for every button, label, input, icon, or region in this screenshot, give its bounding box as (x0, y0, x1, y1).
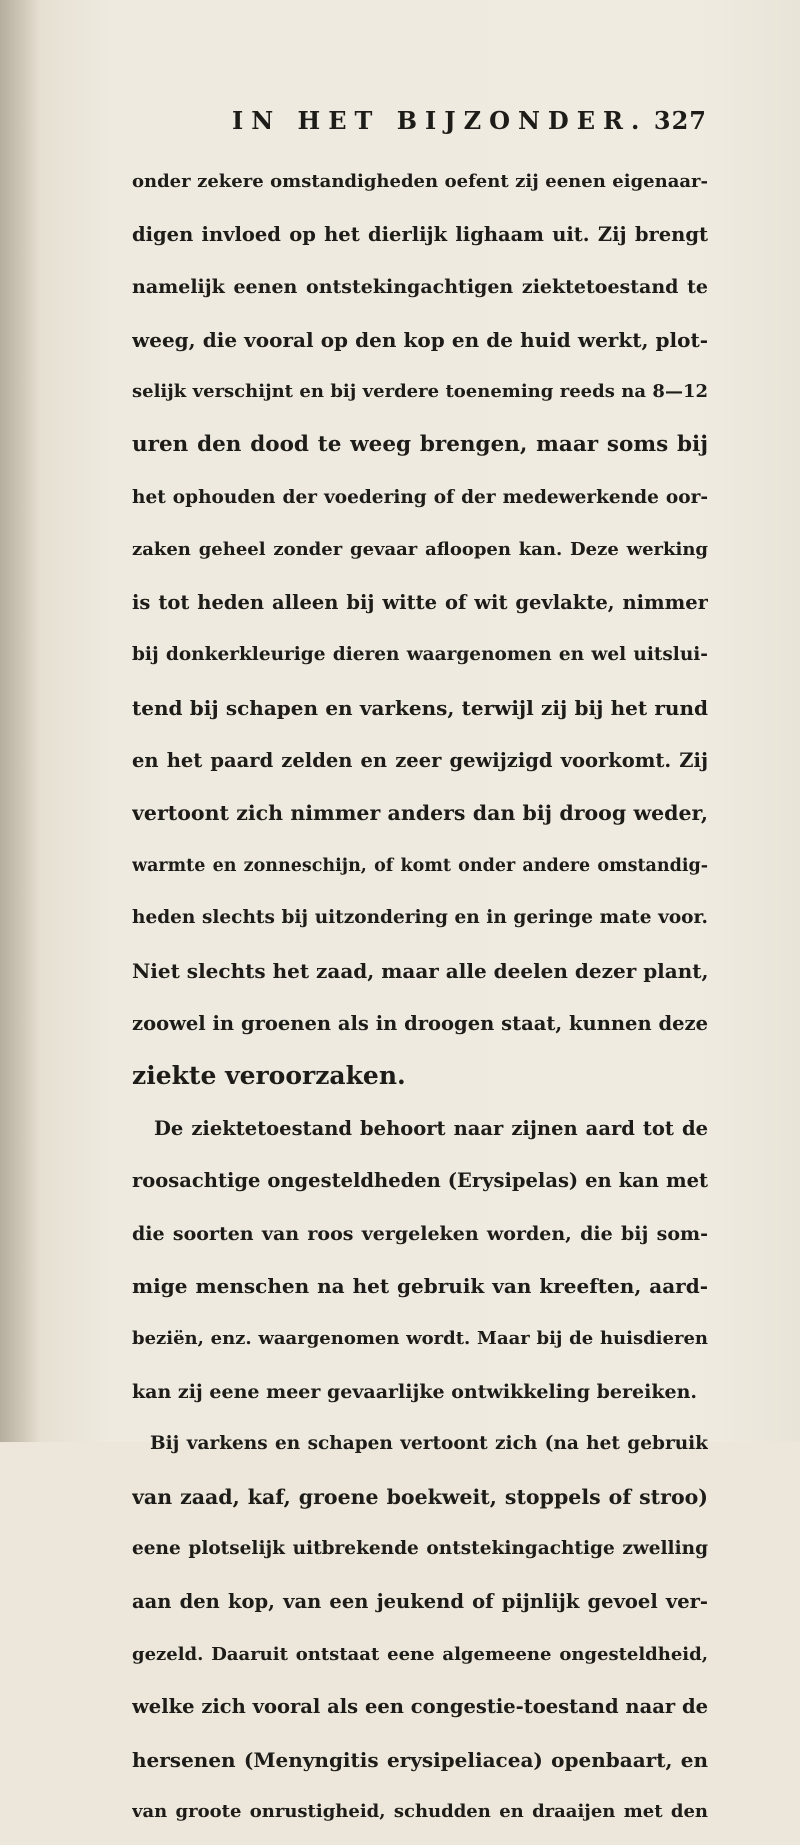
page-number: 327 (653, 106, 707, 135)
text-line: vertoont zich nimmer anders dan bij droog weder, (132, 801, 708, 826)
text-line: die soorten van roos vergeleken worden, die bij som- (132, 1222, 708, 1245)
text-line: selijk verschijnt en bij verdere toeneming reeds na 8—12 (132, 381, 708, 403)
text-line: Niet slechts het zaad, maar alle deelen dezer plant, (132, 958, 708, 983)
body-text (132, 162, 708, 1845)
running-title: IN HET BIJZONDER. (232, 106, 648, 135)
text-line: het ophouden der voedering of der medewerkende oor- (132, 486, 708, 508)
text-line: digen invloed op het dierlijk lighaam uit. Zij brengt (132, 222, 708, 246)
text-line: bij donkerkleurige dieren waargenomen en wel uitslui- (132, 644, 708, 666)
text-line: namelijk eenen ontstekingachtigen ziektetoestand te (132, 276, 708, 299)
text-line: mige menschen na het gebruik van kreeften, aard- (132, 1274, 708, 1299)
spine-shadow (0, 0, 40, 1442)
text-line: van groote onrustigheid, schudden en draaijen met den (132, 1801, 708, 1823)
text-line: tend bij schapen en varkens, terwijl zij bij het rund (132, 695, 708, 720)
text-line: hersenen (Menyngitis erysipeliacea) openbaart, en (132, 1747, 708, 1772)
text-line: onder zekere omstandigheden oefent zij eenen eigenaar- (132, 171, 708, 192)
text-line: van zaad, kaf, groene boekweit, stoppels of stroo) (132, 1484, 708, 1509)
text-line: eene plotselijk uitbrekende ontstekingachtige zwelling (132, 1538, 708, 1560)
text-line: zoowel in groenen als in droogen staat, kunnen deze (132, 1011, 708, 1035)
text-line: uren den dood te weeg brengen, maar soms bij (132, 431, 708, 457)
text-line: is tot heden alleen bij witte of wit gevlakte, nimmer (132, 590, 708, 614)
paragraph-start-line: Bij varkens en schapen vertoont zich (na het gebruik (150, 1433, 708, 1455)
text-line: gezeld. Daaruit ontstaat eene algemeene ongesteldheid, (132, 1643, 708, 1665)
text-line: en het paard zelden en zeer gewijzigd voorkomt. Zij (132, 748, 708, 772)
text-line: weeg, die vooral op den kop en de huid werkt, plot- (132, 327, 708, 352)
paragraph-end-line: kan zij eene meer gevaarlijke ontwikkeling bereiken. (132, 1380, 697, 1403)
text-line: zaken geheel zonder gevaar afloopen kan. Deze werking (132, 539, 708, 561)
text-line: roosachtige ongesteldheden (Erysipelas) en kan met (132, 1169, 708, 1193)
text-line: aan den kop, van een jeukend of pijnlijk gevoel ver- (132, 1590, 708, 1614)
text-line: welke zich vooral als een congestie-toestand naar de (132, 1695, 708, 1719)
paragraph-end-line: ziekte veroorzaken. (132, 1061, 406, 1091)
running-head (232, 104, 707, 138)
text-line: beziën, enz. waargenomen wordt. Maar bij de huisdieren (132, 1328, 708, 1350)
text-line: heden slechts bij uitzondering en in geringe mate voor. (132, 907, 708, 929)
text-line: warmte en zonneschijn, of komt onder andere omstandig- (132, 855, 708, 876)
paragraph-start-line: De ziektetoestand behoort naar zijnen aard tot de (154, 1116, 708, 1140)
